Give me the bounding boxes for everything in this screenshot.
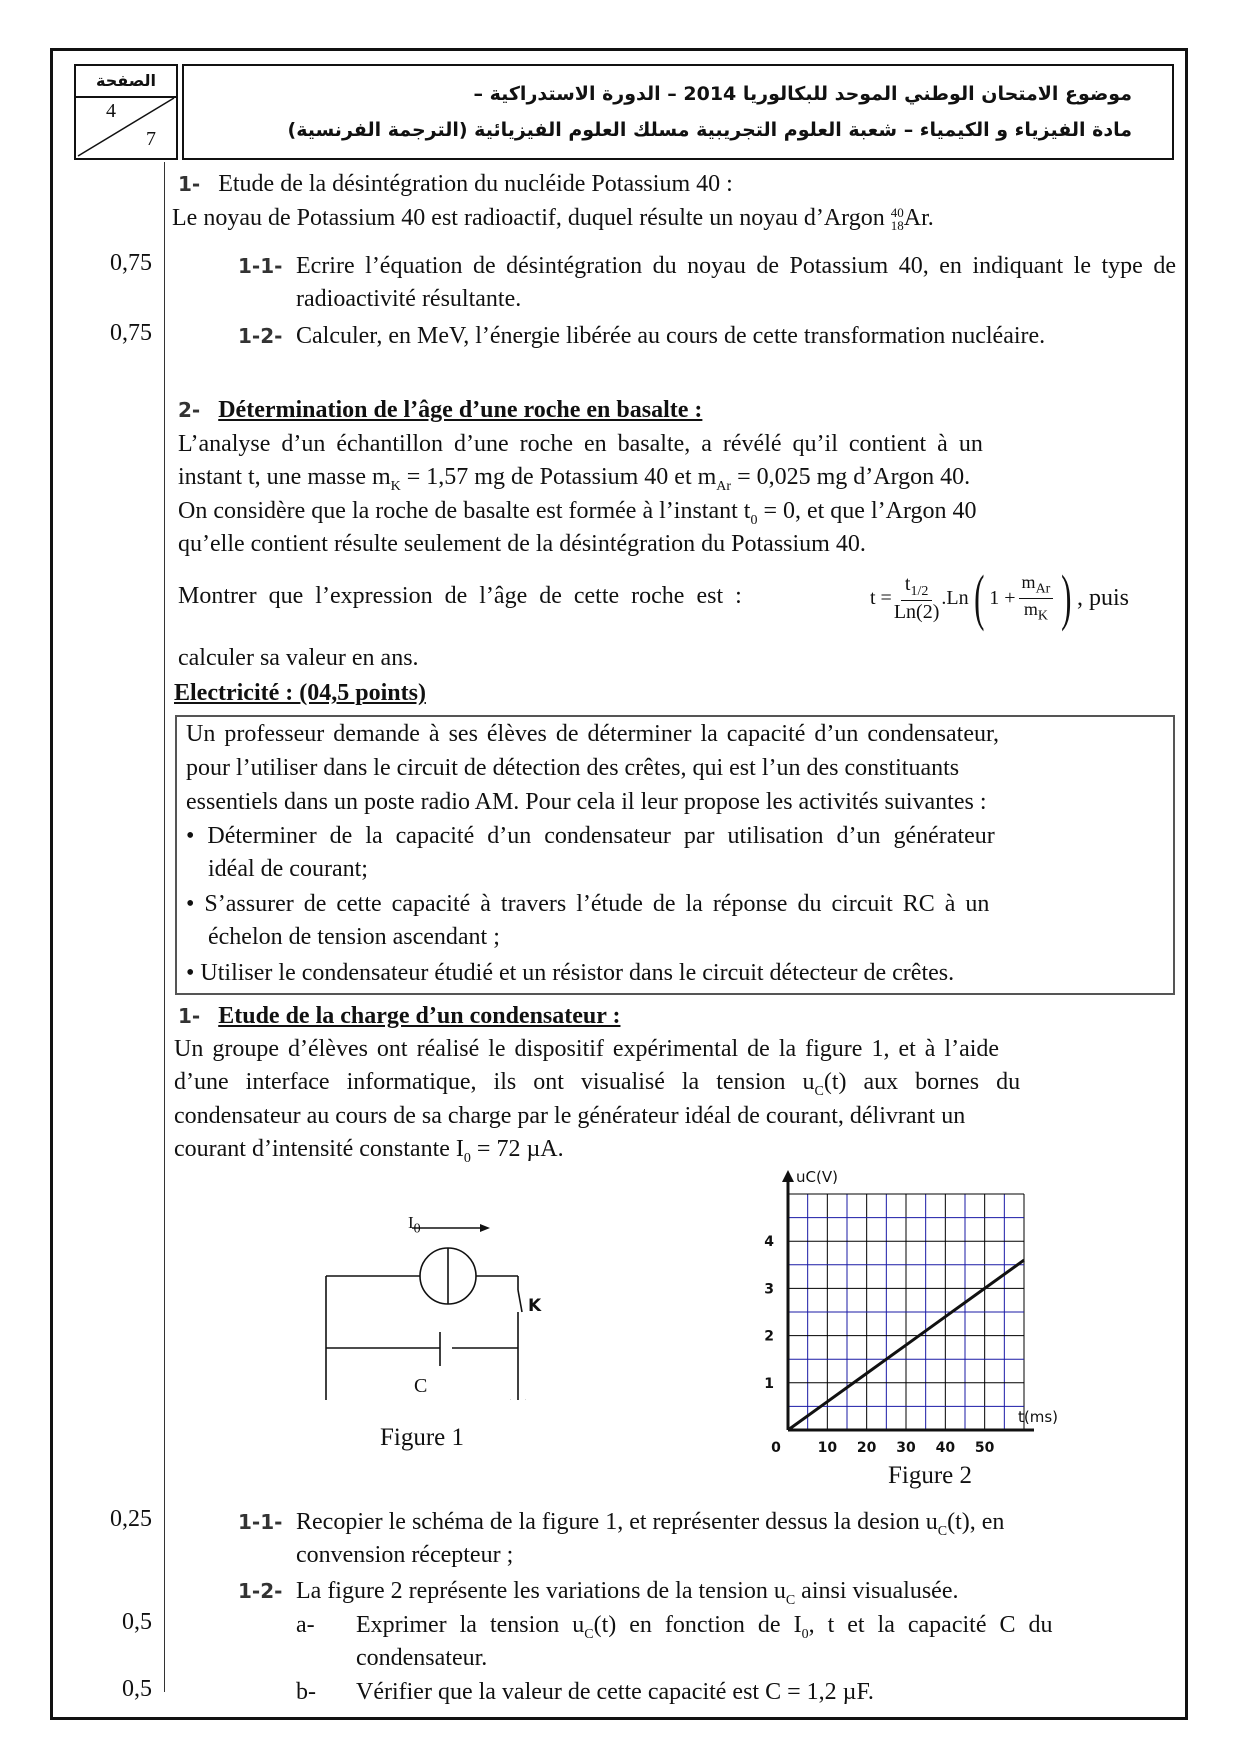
current-label: $I_0$	[408, 1213, 421, 1237]
age-formula: t = $\frac{t_{1/2}}{Ln(2)}$ .Ln ( 1 + $m_{Ar}$ $m_K$ ) , puis	[870, 564, 1130, 632]
question-number: 1-2-	[238, 1579, 283, 1603]
figure-1-caption: Figure 1	[380, 1424, 465, 1451]
question-text: La figure 2 représente les variations de la tension $u_C$ ainsi visualusée.	[296, 1578, 959, 1608]
question-number: 1-2-	[238, 324, 283, 348]
formula-prompt: Montrer que l’expression de l’âge de cette roche est :	[178, 583, 742, 609]
x-tick-label: 0	[771, 1440, 781, 1456]
header-line-2: مادة الفيزياء و الكيمياء – شعبة العلوم التجريبية مسلك العلوم الفيزيائية (الترجمة الفرنسية)	[287, 119, 1132, 141]
paragraph: Un groupe d’élèves ont réalisé le dispositif expérimental de la figure 1, et à l’aide	[174, 1036, 1000, 1062]
paragraph: calculer sa valeur en ans.	[178, 645, 419, 671]
y-tick-label: 3	[764, 1281, 774, 1298]
y-tick-label: 1	[764, 1375, 774, 1392]
fraction: $\frac{t_{1/2}}{Ln(2)}$	[893, 572, 940, 623]
page-number-box	[74, 64, 178, 160]
section-title: Electricité : (04,5 points)	[174, 680, 426, 706]
score-column-divider	[164, 162, 165, 1692]
figure-2-caption: Figure 2	[888, 1462, 973, 1489]
score: 0,25	[110, 1506, 152, 1532]
right-paren: )	[1061, 564, 1072, 632]
exam-header	[182, 64, 1174, 160]
paragraph: L’analyse d’un échantillon d’une roche en basalte, a révélé qu’il contient à un	[178, 431, 983, 457]
bullet-item: • Déterminer de la capacité d’un condensateur par utilisation d’un générateur	[186, 823, 995, 849]
y-tick-label: 4	[764, 1234, 774, 1251]
question-text: condensateur.	[356, 1645, 488, 1671]
header-line-1: موضوع الامتحان الوطني الموحد للبكالوريا 2014 – الدورة الاستدراكية –	[473, 83, 1132, 105]
bullet-item: • S’assurer de cette capacité à travers l’étude de la réponse du circuit RC à un	[186, 891, 990, 917]
y-axis-title: uC(V)	[796, 1168, 838, 1186]
score: 0,5	[122, 1609, 152, 1635]
question-number: 1-1-	[238, 254, 283, 278]
x-axis-title: t(ms)	[1018, 1408, 1059, 1426]
bullet-item-cont: échelon de tension ascendant ;	[208, 924, 500, 950]
page-number: 4	[106, 100, 116, 122]
sub-question-label: b-	[296, 1679, 316, 1705]
score: 0,5	[122, 1676, 152, 1702]
fraction: $m_{Ar}$ $m_K$	[1019, 572, 1054, 624]
current-arrowhead	[480, 1224, 490, 1232]
paragraph: condensateur au cours de sa charge par le générateur idéal de courant, délivrant un	[174, 1103, 966, 1129]
nuclide-notation: 40 18	[890, 205, 904, 234]
paragraph: qu’elle contient résulte seulement de la désintégration du Potassium 40.	[178, 531, 866, 557]
paragraph: Le noyau de Potassium 40 est radioactif, duquel résulte un noyau d’Argon 40 18Ar.	[172, 205, 934, 234]
paragraph: essentiels dans un poste radio AM. Pour cela il leur propose les activités suivantes :	[186, 789, 987, 815]
y-axis-arrow	[782, 1170, 794, 1182]
paragraph: courant d’intensité constante $I_0 = 72$ µA.	[174, 1136, 564, 1166]
uc-vs-time-chart	[748, 1160, 1088, 1465]
question-text: Recopier le schéma de la figure 1, et représenter dessus la desion $u_C(t)$, en	[296, 1509, 1005, 1539]
question-number: 1-1-	[238, 1510, 283, 1534]
x-tick-label: 40	[935, 1440, 956, 1456]
paragraph: instant t, une masse $m_K = 1,57$ mg de Potassium 40 et $m_{Ar} = 0,025$ mg d’Argon 40.	[178, 464, 971, 494]
section-heading: 2- Détermination de l’âge d’une roche en basalte :	[178, 397, 703, 423]
x-tick-label: 20	[856, 1440, 877, 1456]
x-tick-label: 10	[817, 1440, 838, 1456]
left-paren: (	[973, 564, 985, 632]
page-total: 7	[146, 128, 156, 150]
paragraph: Un professeur demande à ses élèves de déterminer la capacité d’un condensateur,	[186, 721, 1000, 747]
y-tick-label: 2	[764, 1328, 774, 1345]
section-heading: 1- Etude de la désintégration du nucléide Potassium 40 :	[178, 171, 733, 197]
question-text: Vérifier que la valeur de cette capacité est C = 1,2 µF.	[356, 1679, 874, 1705]
capacitor-label: C	[414, 1375, 428, 1397]
sub-question-label: a-	[296, 1612, 315, 1638]
paragraph: d’une interface informatique, ils ont visualisé la tension $u_C(t)$ aux bornes du	[174, 1069, 1021, 1099]
page-slash	[76, 96, 176, 158]
switch-k	[518, 1290, 522, 1312]
question-text: convension récepteur ;	[296, 1542, 514, 1568]
question-text: Calculer, en MeV, l’énergie libérée au cours de cette transformation nucléaire.	[296, 323, 1046, 349]
bullet-item-cont: idéal de courant;	[208, 856, 368, 882]
question-text: Ecrire l’équation de désintégration du noyau de Potassium 40, en indiquant le type de radioactivité résultante.	[296, 253, 1176, 312]
x-tick-label: 30	[896, 1440, 916, 1456]
paragraph: pour l’utiliser dans le circuit de détection des crêtes, qui est l’un des constituants	[186, 755, 960, 781]
bullet-item: • Utiliser le condensateur étudié et un résistor dans le circuit détecteur de crêtes.	[186, 960, 955, 986]
page-label: الصفحة	[76, 66, 176, 98]
score: 0,75	[110, 320, 152, 346]
question-text: Exprimer la tension $u_C(t)$ en fonction de $I_0$, t et la capacité C du	[356, 1612, 1053, 1642]
paragraph: On considère que la roche de basalte est formée à l’instant $t_0 = 0$, et que l’Argon 40	[178, 498, 977, 528]
x-tick-label: 50	[974, 1440, 995, 1456]
section-heading: 1- Etude de la charge d’un condensateur :	[178, 1003, 621, 1029]
switch-label: K	[528, 1296, 542, 1316]
score: 0,75	[110, 250, 152, 276]
